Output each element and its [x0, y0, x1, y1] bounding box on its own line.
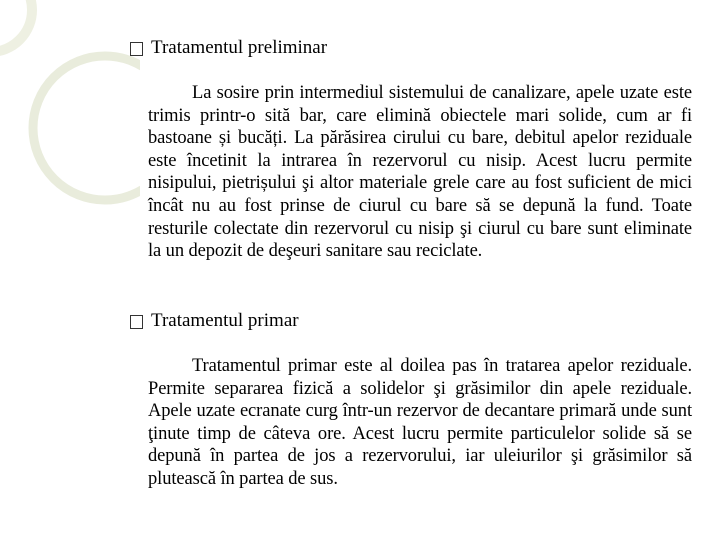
- section-preliminary-treatment: [130, 36, 692, 263]
- square-bullet-icon: [130, 42, 143, 56]
- section-heading: [130, 309, 692, 333]
- section-heading: [130, 36, 692, 60]
- decorative-circles: [0, 0, 140, 220]
- section-primary-treatment: [130, 309, 692, 491]
- square-bullet-icon: [130, 315, 143, 329]
- section-paragraph: La sosire prin intermediul sistemului de canalizare, apele uzate este trimis printr-o sită bar, care elimină obiectele mari solide, cum ar fi bastoane și bucăți. La părăsirea cirului cu bare, debitul apelor reziduale este încetinit la intrarea în rezervorul cu nisip. Acest lucru permite nisipului, pietrișului şi altor materiale grele care au fost suficient de mici încât nu au fost prinse de ciurul cu bare să se depună la fund. Toate resturile colectate din rezervorul cu nisip şi ciurul cu bare sunt eliminate la un depozit de deşeuri sanitare sau reciclate.: [148, 83, 692, 262]
- section-paragraph: Tratamentul primar este al doilea pas în tratarea apelor reziduale. Permite separarea fizică a solidelor şi grăsimilor din apele reziduale. Apele uzate ecranate curg într-un rezervor de decantare primară unde sunt ţinute timp de câteva ore. Acest lucru permite particulelor solide să se depună în partea de jos a rezervorului, iar uleiurilor şi grăsimilor să plutească în partea de sus.: [148, 356, 692, 489]
- heading-text: Tratamentul primar: [151, 310, 299, 331]
- decorative-ring-top: [0, 0, 32, 52]
- heading-text: Tratamentul preliminar: [151, 37, 328, 58]
- decorative-ring-large: [33, 56, 140, 200]
